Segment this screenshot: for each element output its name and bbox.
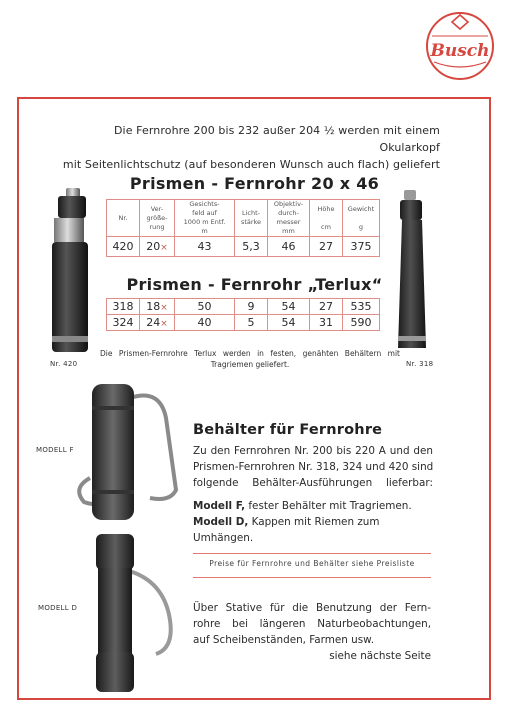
cell-gewicht: 590 <box>343 315 380 331</box>
model-list <box>193 498 433 546</box>
intro-line-2: mit Seitenlichtschutz (auf besonderen Wunsch auch flach) geliefert <box>62 158 440 171</box>
intro-line-1: Die Fernrohre 200 bis 232 außer 204 ½ werden mit einem Okularkopf <box>113 124 440 154</box>
cell-hoehe: 27 <box>310 237 343 257</box>
cell-licht: 5 <box>235 315 268 331</box>
cell-vergr: 20× <box>140 237 175 257</box>
behaelter-text <box>193 443 433 491</box>
cell-objektiv: 54 <box>268 315 310 331</box>
cell-nr: 420 <box>107 237 140 257</box>
cell-vergr: 18× <box>140 299 175 315</box>
col-header-objektiv: Objektiv- durch- messer mm <box>268 200 310 237</box>
behaelter-title: Behälter für Fernrohre <box>193 422 383 438</box>
cell-gewicht: 535 <box>343 299 380 315</box>
cell-vergr: 24× <box>140 315 175 331</box>
divider-bottom <box>193 577 431 578</box>
col-header-vergroesserung: Ver- größe- rung <box>140 200 175 237</box>
col-header-nr: Nr. <box>107 200 140 237</box>
col-header-hoehe: Höhe cm <box>310 200 343 237</box>
cell-objektiv: 54 <box>268 299 310 315</box>
behaelter-line-2: Prismen-Fernrohren Nr. 318, 324 und 420 sind <box>193 461 434 473</box>
cell-hoehe: 27 <box>310 299 343 315</box>
table-row <box>107 315 380 331</box>
intro-text <box>50 122 440 173</box>
cell-nr: 324 <box>107 315 140 331</box>
col-header-lichtstaerke: Licht- stärke <box>235 200 268 237</box>
telescope-420-image <box>42 186 98 356</box>
cell-hoehe: 31 <box>310 315 343 331</box>
model-f-line: Modell F, fester Behälter mit Tragriemen. <box>193 500 412 512</box>
stative-line-3: auf Scheibenständen, Farmen usw. <box>193 634 375 646</box>
label-nr-318: Nr. 318 <box>406 360 434 368</box>
cell-licht: 9 <box>235 299 268 315</box>
table-row <box>107 299 380 315</box>
label-modell-f: MODELL F <box>36 446 74 454</box>
cell-feld: 43 <box>175 237 235 257</box>
label-modell-d: MODELL D <box>38 604 78 612</box>
title-20x46: Prismen - Fernrohr 20 x 46 <box>129 174 380 193</box>
behaelter-line-3: folgende Behälter-Ausführungen lieferbar: <box>193 477 433 489</box>
cell-nr: 318 <box>107 299 140 315</box>
price-note: Preise für Fernrohre und Behälter siehe Preisliste <box>209 559 415 568</box>
cell-gewicht: 375 <box>343 237 380 257</box>
spec-table-terlux <box>106 298 380 331</box>
case-modell-d-image <box>70 530 180 698</box>
cell-objektiv: 46 <box>268 237 310 257</box>
stative-text <box>193 600 431 664</box>
svg-text:Busch: Busch <box>430 41 490 61</box>
spec-table-20x46 <box>106 199 380 257</box>
cell-feld: 50 <box>175 299 235 315</box>
next-page-note: siehe nächste Seite <box>329 650 431 662</box>
table-row <box>107 237 380 257</box>
busch-logo <box>424 10 496 82</box>
terlux-caption: Die Prismen-Fernrohre Terlux werden in festen, genähten Behältern mit Tragriemen geliefert. <box>100 349 400 369</box>
model-d-line: Modell D, Kappen mit Riemen zum Umhängen. <box>193 516 380 544</box>
col-header-gewicht: Gewicht g <box>343 200 380 237</box>
label-nr-420: Nr. 420 <box>50 360 78 368</box>
stative-line-2: rohre bei längeren Naturbeobachtungen, <box>193 618 431 630</box>
cell-licht: 5,3 <box>235 237 268 257</box>
stative-line-1: Über Stative für die Benutzung der Fern- <box>193 602 431 614</box>
telescope-318-image <box>392 186 432 356</box>
col-header-gesichtsfeld: Gesichts- feld auf 1000 m Entf. m <box>175 200 235 237</box>
behaelter-line-1: Zu den Fernrohren Nr. 200 bis 220 A und den <box>193 445 433 457</box>
divider-top <box>193 553 431 554</box>
title-terlux: Prismen - Fernrohr „Terlux“ <box>126 275 383 294</box>
cell-feld: 40 <box>175 315 235 331</box>
case-modell-f-image <box>70 378 180 524</box>
